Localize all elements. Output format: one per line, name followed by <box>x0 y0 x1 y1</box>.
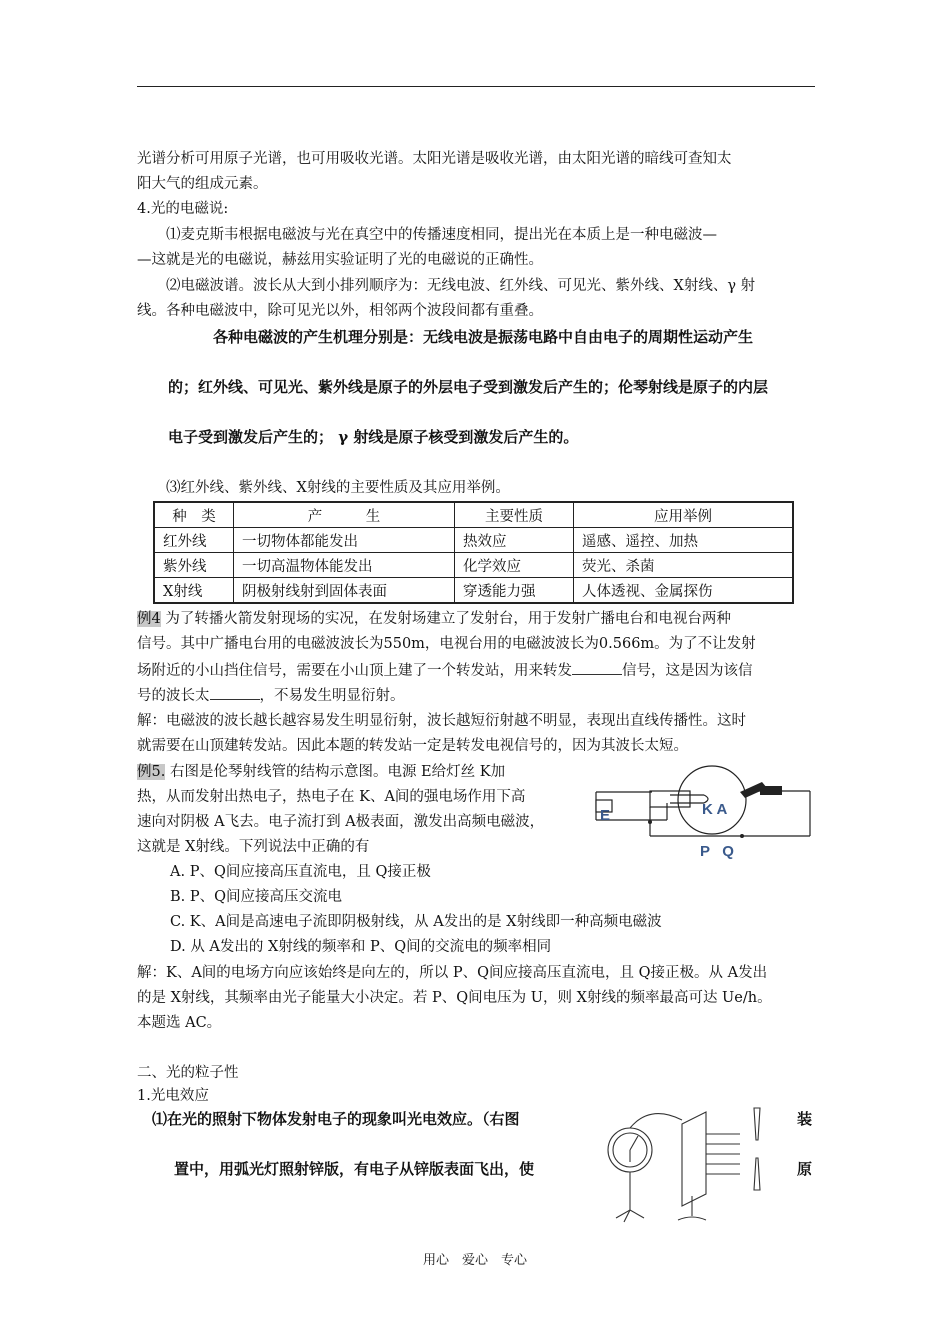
table-caption: ⑶红外线、紫外线、X射线的主要性质及其应用举例。 <box>166 480 510 496</box>
table-cell: 遥感、遥控、加热 <box>574 528 794 553</box>
table-cell: 化学效应 <box>455 553 574 578</box>
table-header: 产 生 <box>234 502 455 528</box>
table-header: 种 类 <box>154 502 234 528</box>
solution-line: 解：K、A间的电场方向应该始终是向左的，所以 P、Q间应接高压直流电，且 Q接正极。从 A发出 <box>137 965 768 981</box>
example-5-line: 热，从而发射出热电子，热电子在 K、A间的强电场作用下高 <box>137 789 526 805</box>
table-row <box>154 553 793 578</box>
example-4-text: 号的波长太 <box>137 688 210 704</box>
table-header-row <box>154 502 793 528</box>
table-cell: X射线 <box>154 578 234 604</box>
section-heading: 4.光的电磁说: <box>137 201 229 217</box>
bold-paragraph-line: 的；红外线、可见光、紫外线是原子的外层电子受到激发后产生的；伦琴射线是原子的内层 <box>168 378 769 396</box>
example-5-text: 右图是伦琴射线管的结构示意图。电源 E给灯丝 K加 <box>165 764 506 780</box>
subsection-heading: 1.光电效应 <box>137 1088 209 1104</box>
photoelectric-apparatus-figure <box>602 1100 774 1226</box>
example-4-text: ，不易发生明显衍射。 <box>259 688 405 704</box>
example-4-line <box>137 608 731 630</box>
label-E: E <box>600 807 611 824</box>
section-heading: 二、光的粒子性 <box>137 1065 239 1081</box>
label-PQ: P Q <box>700 843 734 860</box>
table-header: 主要性质 <box>455 502 574 528</box>
table-cell: 一切高温物体能发出 <box>234 553 455 578</box>
text-line: 光谱分析可用原子光谱，也可用吸收光谱。太阳光谱是吸收光谱，由太阳光谱的暗线可查知太 <box>137 151 732 167</box>
table-row <box>154 578 793 604</box>
example-4-tag: 例4 <box>137 611 161 627</box>
page-footer: 用心 爱心 专心 <box>422 1253 527 1268</box>
properties-table <box>153 501 794 604</box>
example-4-line: 信号。其中广播电台用的电磁波波长为550m，电视台用的电磁波波长为0.566m。为了不让发射 <box>137 636 756 652</box>
option-c: C. K、A间是高速电子流即阴极射线，从 A发出的是 X射线即一种高频电磁波 <box>170 914 662 930</box>
option-a: A. P、Q间应接高压直流电，且 Q接正极 <box>170 864 431 880</box>
table-cell: 荧光、杀菌 <box>574 553 794 578</box>
table-header: 应用举例 <box>574 502 794 528</box>
text-line: ⑵电磁波谱。波长从大到小排列顺序为：无线电波、红外线、可见光、紫外线、X射线、γ 射 <box>166 278 756 294</box>
text-line: —这就是光的电磁说，赫兹用实验证明了光的电磁说的正确性。 <box>137 252 543 268</box>
example-4-line <box>137 659 753 682</box>
solution-line: 就需要在山顶建转发站。因此本题的转发站一定是转发电视信号的，因为其波长太短。 <box>137 738 688 754</box>
table-row <box>154 528 793 553</box>
bold-paragraph-line: ⑴在光的照射下物体发射电子的现象叫光电效应。（右图 <box>152 1110 520 1128</box>
example-5-tag: 例5. <box>137 764 166 780</box>
example-4-line <box>137 684 405 707</box>
answer-blank <box>572 659 622 675</box>
table-cell: 红外线 <box>154 528 234 553</box>
bold-paragraph-line: 原 <box>797 1160 813 1178</box>
option-d: D. 从 A发出的 X射线的频率和 P、Q间的交流电的频率相同 <box>170 939 552 955</box>
table-cell: 人体透视、金属探伤 <box>574 578 794 604</box>
bold-paragraph-line: 电子受到激发后产生的； γ 射线是原子核受到激发后产生的。 <box>168 428 579 446</box>
table-cell: 穿透能力强 <box>455 578 574 604</box>
table-cell: 紫外线 <box>154 553 234 578</box>
solution-line: 的是 X射线，其频率由光子能量大小决定。若 P、Q间电压为 U，则 X射线的频率最高可达 Ue/h。 <box>137 990 772 1006</box>
text-line: ⑴麦克斯韦根据电磁波与光在真空中的传播速度相同，提出光在本质上是一种电磁波— <box>166 227 717 243</box>
xray-tube-figure <box>592 762 814 862</box>
table-cell: 阴极射线射到固体表面 <box>234 578 455 604</box>
solution-line: 本题选 AC。 <box>137 1015 222 1031</box>
label-KA: K A <box>702 801 728 818</box>
bold-paragraph-line: 各种电磁波的产生机理分别是：无线电波是振荡电路中自由电子的周期性运动产生 <box>213 328 754 346</box>
example-4-text: 场附近的小山挡住信号，需要在小山顶上建了一个转发站，用来转发 <box>137 663 572 679</box>
example-5-line <box>137 761 505 783</box>
bold-paragraph-line: 置中，用弧光灯照射锌版，有电子从锌版表面飞出，使 <box>174 1160 535 1178</box>
example-4-text: 信号，这是因为该信 <box>622 663 753 679</box>
text-line: 线。各种电磁波中，除可见光以外，相邻两个波段间都有重叠。 <box>137 303 543 319</box>
text-line: 阳大气的组成元素。 <box>137 176 268 192</box>
table-cell: 一切物体都能发出 <box>234 528 455 553</box>
solution-line: 解：电磁波的波长越长越容易发生明显衍射，波长越短衍射越不明显，表现出直线传播性。这时 <box>137 713 746 729</box>
answer-blank <box>210 684 260 700</box>
bold-paragraph-line: 装 <box>797 1110 813 1128</box>
header-rule <box>137 86 815 87</box>
example-4-text: 为了转播火箭发射现场的实况，在发射场建立了发射台，用于发射广播电台和电视台两种 <box>160 611 731 627</box>
table-cell: 热效应 <box>455 528 574 553</box>
example-5-line: 这就是 X射线。下列说法中正确的有 <box>137 839 370 855</box>
example-5-line: 速向对阴极 A飞去。电子流打到 A极表面，激发出高频电磁波， <box>137 814 545 830</box>
option-b: B. P、Q间应接高压交流电 <box>170 889 343 905</box>
